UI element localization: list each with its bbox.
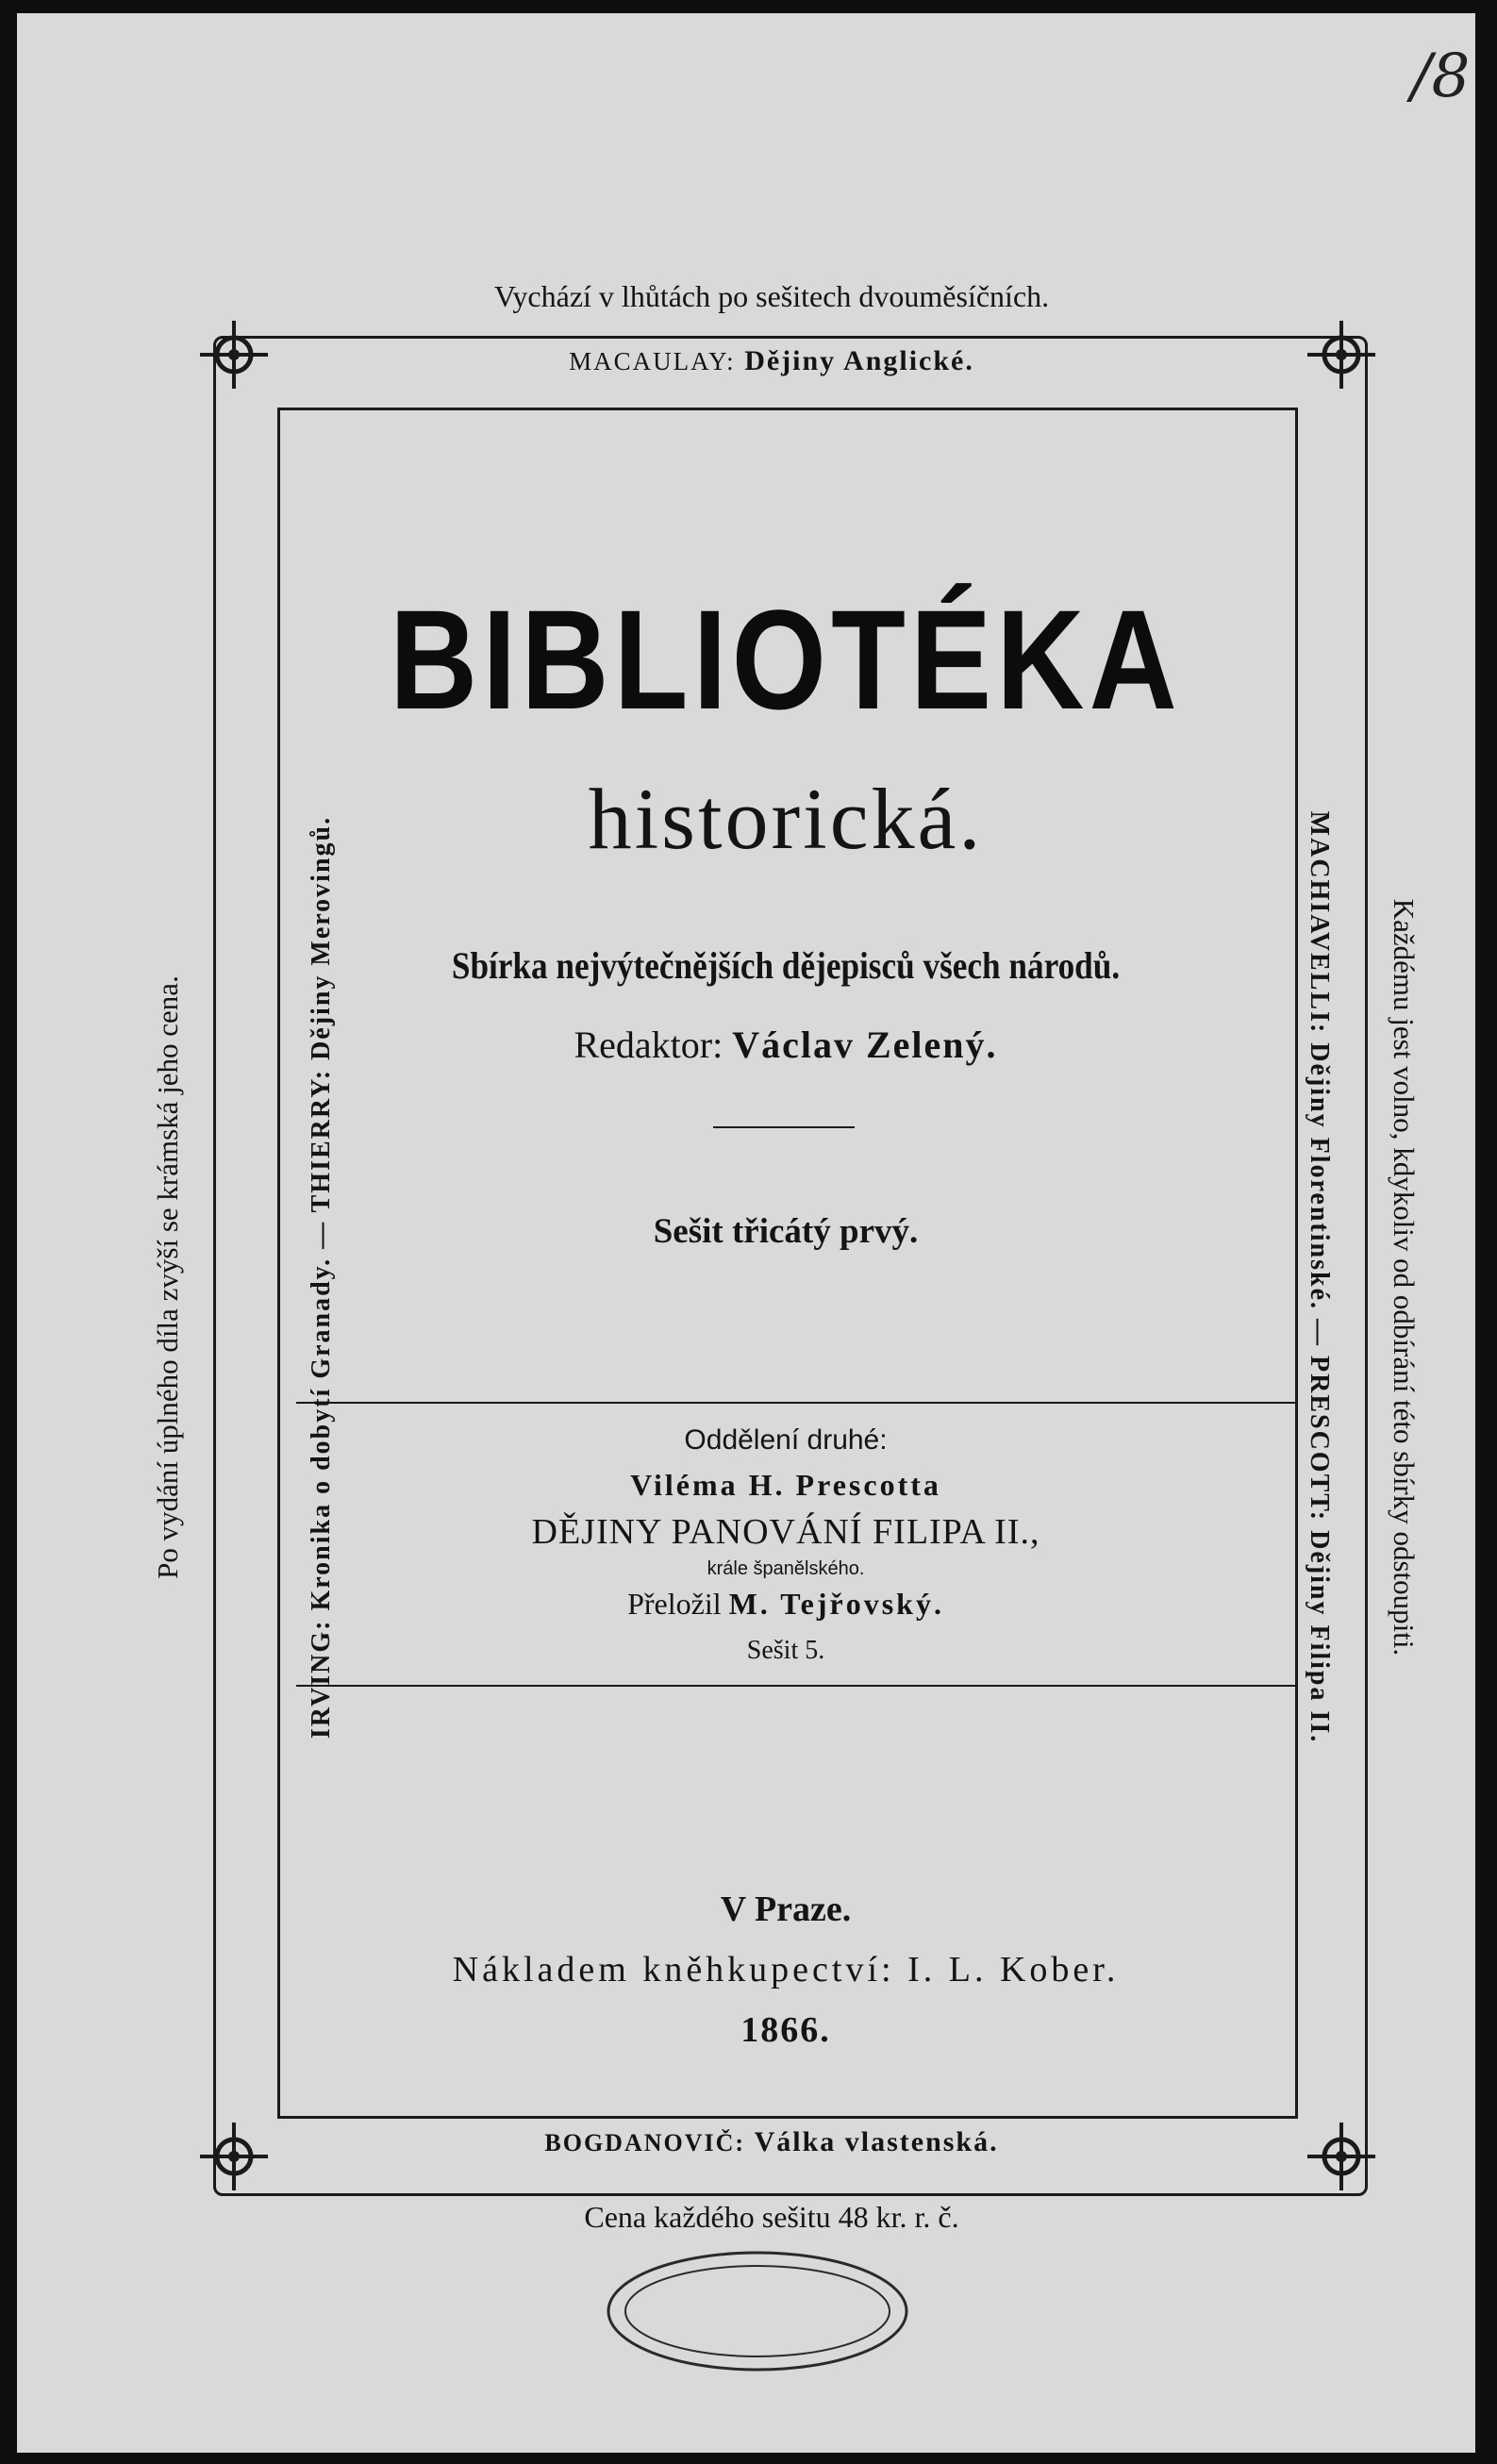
editor-label: Redaktor: [574, 1024, 724, 1066]
publication-notice: Vychází v lhůtách po sešitech dvouměsíčních. [493, 279, 1050, 313]
library-stamp [602, 2245, 913, 2377]
imprint-publisher: Nákladem kněhkupectví: I. L. Kober. [452, 1950, 1120, 1990]
editor-name: Václav Zelený. [732, 1024, 998, 1066]
section-rule-bottom [296, 1685, 1296, 1687]
issue-number: Sešit třicátý prvý. [653, 1212, 919, 1251]
translator-line [281, 1587, 1290, 1622]
bottom-series-title: Válka vlastenská. [754, 2126, 999, 2157]
top-series-author: MACAULAY: [569, 347, 736, 375]
bottom-series-line [300, 2126, 1243, 2158]
part-number: Sešit 5. [746, 1636, 825, 1665]
left-outer-note: Po vydání úplného díla zvýší se krámská jeho cena. [151, 975, 184, 1579]
section-author: Viléma H. Prescotta [630, 1468, 941, 1502]
translator-name: M. Tejřovský. [728, 1587, 944, 1621]
imprint-city: V Praze. [720, 1890, 852, 1929]
price-line: Cena každého sešitu 48 kr. r. č. [584, 2200, 959, 2234]
section-rule-top [296, 1402, 1296, 1404]
collection-description: Sbírka nejvýtečnějších dějepisců všech národů. [451, 944, 1121, 987]
editor-line [281, 1023, 1290, 1067]
subtitle: historická. [588, 771, 984, 867]
imprint-year: 1866. [740, 2010, 831, 2050]
ornament-top-left [196, 317, 272, 392]
work-subtitle: krále španělského. [707, 1558, 865, 1579]
ornament-top-right [1304, 317, 1379, 392]
handwritten-number: /8 [1411, 42, 1471, 111]
left-inner-series: IRVING: Kronika o dobytí Granady. — THIERRY: Dějiny Merovingů. [307, 815, 336, 1740]
right-inner-series: MACHIAVELLI: Dějiny Florentinské. — PRESCOTT: Dějiny Filipa II. [1305, 810, 1334, 1744]
short-rule [713, 1126, 855, 1128]
main-title: BIBLIOTÉKA [390, 580, 1182, 739]
translator-label: Přeložil [627, 1587, 722, 1621]
title-page [17, 13, 1475, 2453]
top-series-title: Dějiny Anglické. [744, 345, 974, 376]
work-title: DĚJINY PANOVÁNÍ FILIPA II., [531, 1512, 1040, 1552]
division-label: Oddělení druhé: [684, 1424, 888, 1456]
ornament-bottom-left [196, 2119, 272, 2194]
bottom-series-author: BOGDANOVIČ: [544, 2129, 746, 2156]
ornament-bottom-right [1304, 2119, 1379, 2194]
right-outer-note: Každému jest volno, kdykoliv od odbírání této sbírky odstoupiti. [1388, 898, 1421, 1657]
